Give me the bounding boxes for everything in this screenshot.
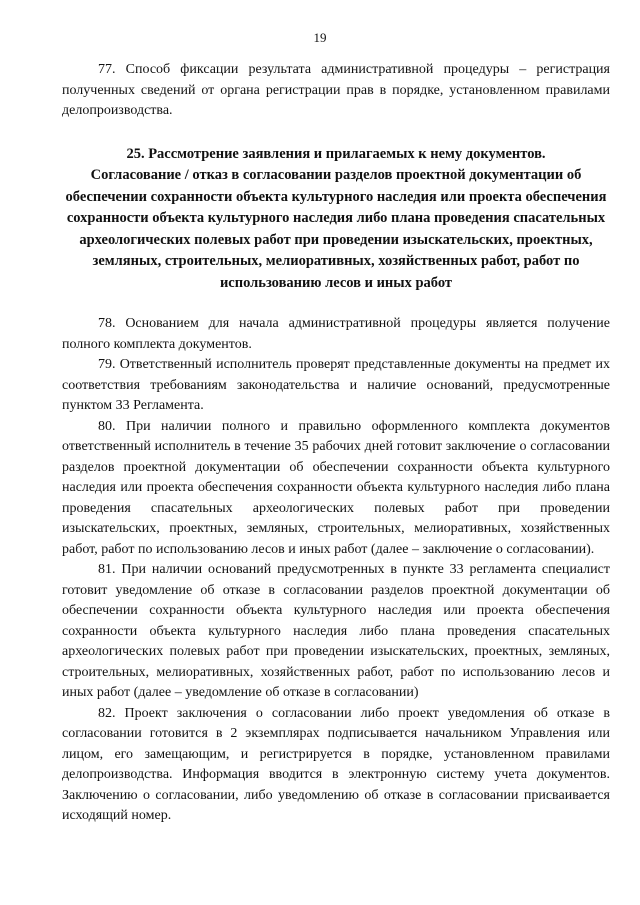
page-number: 19 <box>313 30 327 45</box>
paragraph-81: 81. При наличии оснований предусмотренных в пункте 33 регламента специалист готовит уведомление об отказе в согласовании разделов проектной документации об обеспечении сохранности объекта культурного наследия или проекта обеспечения сохранности объекта культурного наследия либо плана проведения спасательных археологических полевых работ при проведении изыскательских, проектных, земляных, строительных, мелиоративных, хозяйственных работ, работ по использованию лесов и иных работ (далее – уведомление об отказе в согласовании) <box>62 562 610 700</box>
paragraph-82: 82. Проект заключения о согласовании либо проект уведомления об отказе в согласовании готовится в 2 экземплярах подписывается начальником Управления или лицом, его замещающим, и регистрируется в порядке, установленном правилами делопроизводства. Информация вводится в электронную систему учета документов. Заключению о согласовании, либо уведомлению об отказе в согласовании присваивается исходящий номер. <box>62 705 610 823</box>
section-heading <box>62 144 610 295</box>
document-body <box>62 60 610 827</box>
paragraph-80: 80. При наличии полного и правильно оформленного комплекта документов ответственный исполнитель в течение 35 рабочих дней готовит заключение о согласовании разделов проектной документации об обеспечении сохранности объекта культурного наследия или проекта обеспечения сохранности объекта культурного наследия либо плана проведения спасательных археологических полевых работ при проведении изыскательских, проектных, земляных, строительных, мелиоративных, хозяйственных работ, работ по использованию лесов и иных работ (далее – заключение о согласовании). <box>62 418 610 557</box>
section-heading-subtitle: Согласование / отказ в согласовании разделов проектной документации об обеспечении сохранности объекта культурного наследия или проекта обеспечения сохранности объекта культурного наследия либо плана проведения спасательных археологических полевых работ при проведении изыскательских, проектных, земляных, строительных, мелиоративных, хозяйственных работ, работ по использованию лесов и иных работ <box>65 167 607 291</box>
paragraph-78: 78. Основанием для начала административной процедуры является получение полного комплекта документов. <box>62 316 610 352</box>
section-heading-title: 25. Рассмотрение заявления и прилагаемых к нему документов. <box>126 145 546 162</box>
paragraph-79: 79. Ответственный исполнитель проверят представленные документы на предмет их соответствия требованиям законодательства и наличие оснований, предусмотренные пунктом 33 Регламента. <box>62 357 610 413</box>
paragraph-77: 77. Способ фиксации результата административной процедуры – регистрация полученных сведений от органа регистрации прав в порядке, установленном правилами делопроизводства. <box>62 62 610 118</box>
